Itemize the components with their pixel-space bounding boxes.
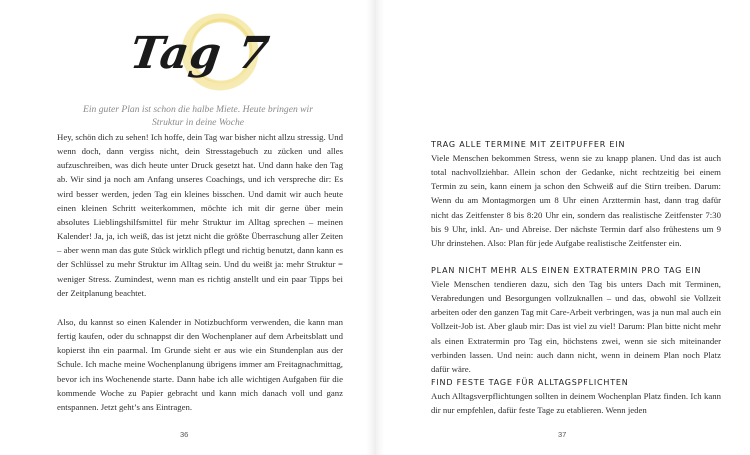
- chapter-title-art: [120, 4, 280, 104]
- section-body-1: Viele Menschen bekommen Stress, wenn sie zu knapp planen. Und das ist auch total nachvollziehbar. Allein schon der Gedanke, nicht rechtzeitig bei einem Termin zu sein, kann einem ja schon den Schweiß auf die Stirn treiben. Darum: Wenn du am Montagmorgen um 8 Uhr einen Arzttermin hast, dann trag dafür nicht das Zeitfenster 8 bis 8:20 Uhr ein, sondern das realistische Zeitfenster 7:30 bis 9 Uhr, inkl. An- und Abreise. Der nächste Termin darf also frühestens um 9 Uhr drinstehen. Also: Plan für jede Aufgabe realistische Zeitfenster ein.: [431, 153, 721, 248]
- section-heading-1: TRAG ALLE TERMINE MIT ZEITPUFFER EIN: [431, 140, 626, 149]
- section-heading-3: FIND FESTE TAGE FÜR ALLTAGSPFLICHTEN: [431, 378, 629, 387]
- right-page: [375, 0, 750, 455]
- section-body-2: Viele Menschen tendieren dazu, sich den Tag bis unters Dach mit Terminen, Verabredungen und Besorgungen vollzuknallen – und das, obwohl sie Vollzeit arbeiten oder den ganzen Tag mit Care-Arbeit verbringen, was ja nun mal auch ein Vollzeit-Job ist. Aber glaub mir: Das ist viel zu viel! Darum: Plan bitte nicht mehr als einen Extratermin pro Tag ein, höchstens zwei, wenn sie sich miteinander verbinden lassen. Und nein: auch dann nicht, wenn in deinem Plan noch Platz dafür wäre.: [431, 279, 721, 374]
- chapter-title: Tag 7: [127, 28, 274, 79]
- body-paragraph-2: Also, du kannst so einen Kalender in Notizbuchform verwenden, die kann man fertig kaufen, oder du schnappst dir den Wochenplaner auf dem Arbeitsblatt und kopierst ihn ein paarmal. Im Grunde sieht er aus wie ein Stundenplan aus der Schule. Ich mache meine Wochenplanung übrigens immer am Freitagnachmittag, bevor ich ins Wochenende starte. Dann habe ich alle wichtigen Aufgaben für die kommende Woche zu Papier gebracht und kann mich danach voll und ganz entspannen. Jetzt geht’s ans Eintragen.: [57, 317, 343, 412]
- section-heading-2: PLAN NICHT MEHR ALS EINEN EXTRATERMIN PRO TAG EIN: [431, 266, 702, 275]
- page-number-right: 37: [558, 430, 567, 439]
- page-number-left: 36: [180, 430, 189, 439]
- section-body-3: Auch Alltagsverpflichtungen sollten in deinem Wochenplan Platz finden. Ich kann dir nur empfehlen, dafür feste Tage zu etablieren. Wenn jeden: [431, 391, 721, 416]
- chapter-subtitle: Ein guter Plan ist schon die halbe Miete. Heute bringen wir Struktur in deine Woche: [83, 104, 313, 128]
- body-paragraph-1: Hey, schön dich zu sehen! Ich hoffe, dein Tag war bisher nicht allzu stressig. Und wenn doch, dann vergiss nicht, dein Stresstagebuch zu zücken und alles aufzuschreiben, was dich heute unter Druck gesetzt hat. Und dann hake den Tag ab. Wir sind ja noch am Anfang unseres Coachings, und ich verspreche dir: Es wird besser werden, jeden Tag ein kleines bisschen. Und damit wir auch heute einen kleinen Schritt weiterkommen, möchte ich mit dir gerne über mein absolutes Lieblingshilfsmittel für mehr Struktur im Alltag sprechen – meinen Kalender! Ja, ja, ich weiß, das ist jetzt nicht die größte Überraschung aller Zeiten – aber wenn man das gute Stück wirklich pflegt und richtig benutzt, dann kann es der Schlüssel zu mehr Struktur im Alltag sein. Und du weißt ja: mehr Struktur = weniger Stress. Zumindest, wenn man es richtig anstellt und ein paar Tipps bei der Zeitplanung beachtet.: [57, 132, 343, 298]
